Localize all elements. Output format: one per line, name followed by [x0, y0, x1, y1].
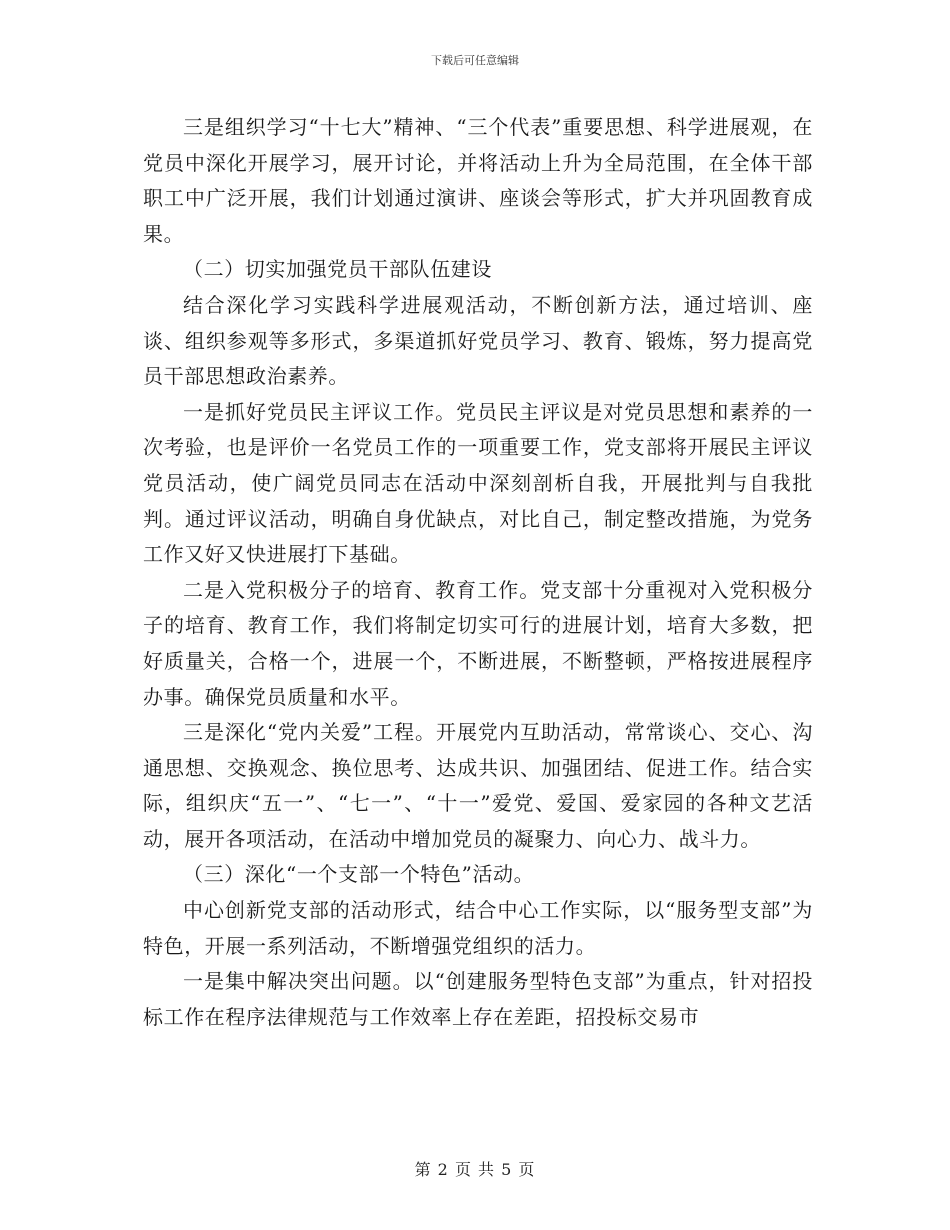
section-heading-team-building: （二）切实加强党员干部队伍建设 — [183, 257, 492, 282]
document-body — [143, 110, 813, 1035]
paragraph-study-spirit: 三是组织学习“十七大”精神、“三个代表”重要思想、科学进展观，在党员中深化开展学习，展开讨论，并将活动上升为全局范围，在全体干部职工中广泛开展，我们计划通过演讲、座谈会等形式，扩大并巩固教育成果。 — [143, 115, 813, 246]
paragraph-solve-problems: 一是集中解决突出问题。以“创建服务型特色支部”为重点，针对招投标工作在程序法律规范与工作效率上存在差距，招投标交易市 — [143, 969, 813, 1029]
paragraph-service-branch: 中心创新党支部的活动形式，结合中心工作实际，以“服务型支部”为特色，开展一系列活动，不断增强党组织的活力。 — [143, 898, 813, 958]
section-heading-branch-feature: （三）深化“一个支部一个特色”活动。 — [183, 862, 535, 887]
page-header: 下载后可任意编辑 — [431, 54, 519, 67]
page-footer: 第 2 页 共 5 页 — [414, 1160, 536, 1179]
paragraph-democratic-review: 一是抓好党员民主评议工作。党员民主评议是对党员思想和素养的一次考验，也是评价一名党员工作的一项重要工作，党支部将开展民主评议党员活动，使广阔党员同志在活动中深刻剖析自我，开展批判与自我批判。通过评议活动，明确自身优缺点，对比自己，制定整改措施，为党务工作又好又快进展打下基础。 — [143, 399, 813, 567]
paragraph-party-care: 三是深化“党内关爱”工程。开展党内互助活动，常常谈心、交心、沟通思想、交换观念、换位思考、达成共识、加强团结、促进工作。结合实际，组织庆“五一”、“七一”、“十一”爱党、爱国、爱家园的各种文艺活动，展开各项活动，在活动中增加党员的凝聚力、向心力、战斗力。 — [143, 720, 813, 851]
paragraph-activist-training: 二是入党积极分子的培育、教育工作。党支部十分重视对入党积极分子的培育、教育工作，我们将制定切实可行的进展计划，培育大多数，把好质量关，合格一个，进展一个，不断进展，不断整顿，严格按进展程序办事。确保党员质量和水平。 — [143, 577, 813, 709]
paragraph-team-building: 结合深化学习实践科学进展观活动，不断创新方法，通过培训、座谈、组织参观等多形式，多渠道抓好党员学习、教育、锻炼，努力提高党员干部思想政治素养。 — [143, 292, 813, 389]
